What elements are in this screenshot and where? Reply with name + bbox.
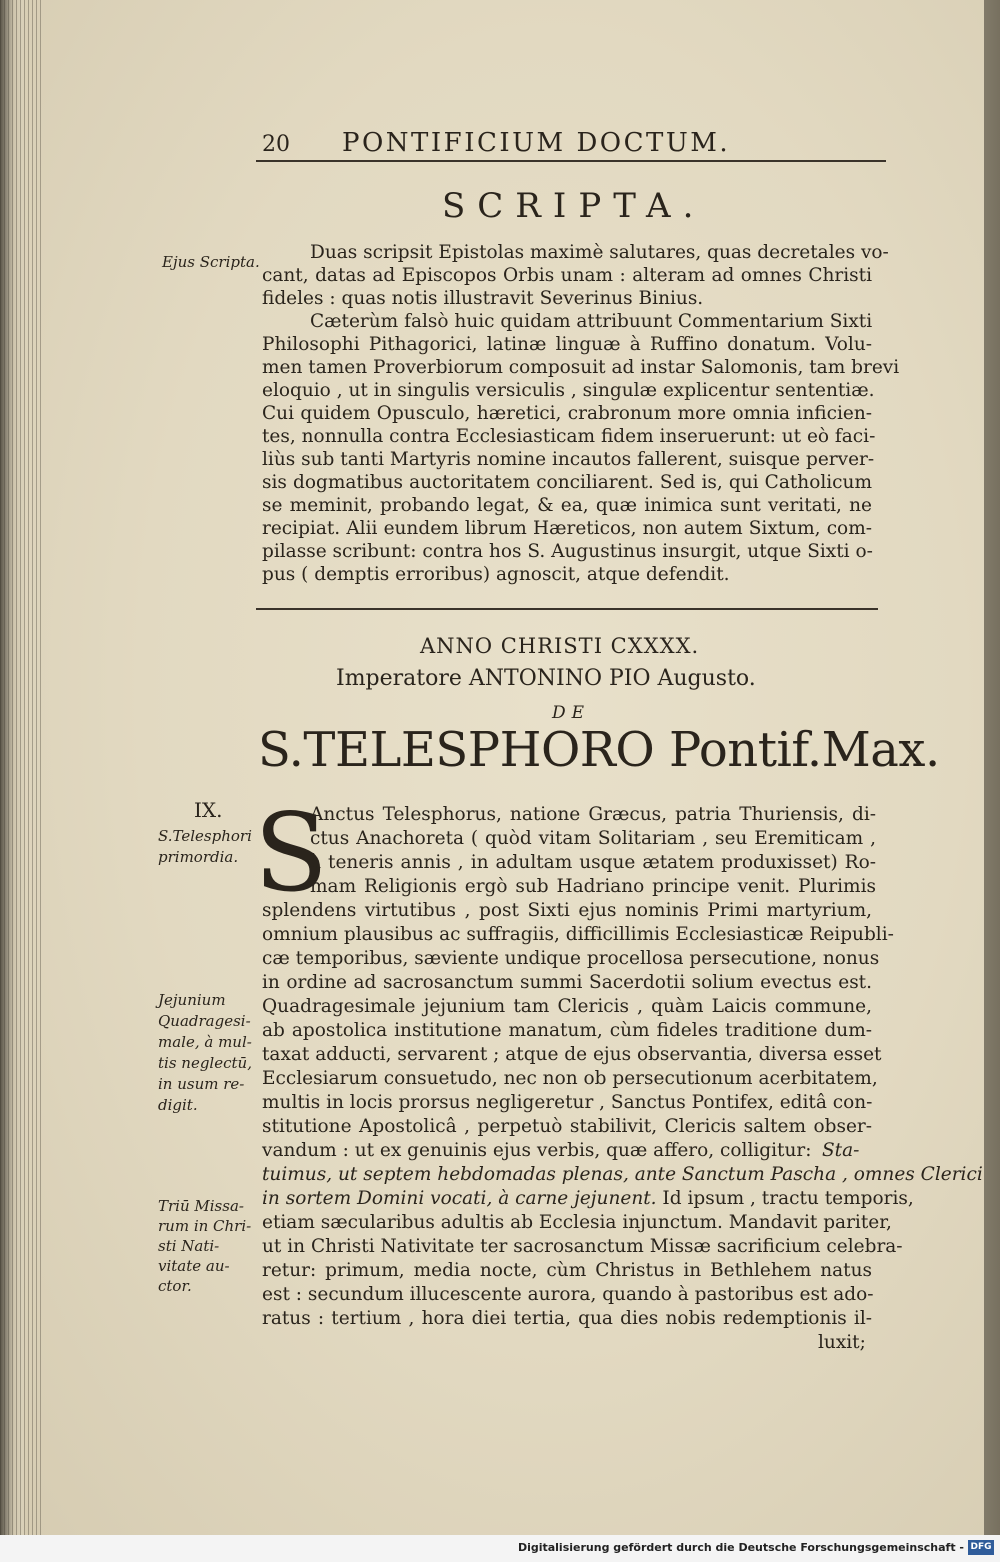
text-line: retur: primum, media nocte, cùm Christus in Bethlehem natus: [262, 1260, 872, 1281]
text-line: à teneris annis , in adultam usque ætatem produxisset) Ro-: [310, 852, 876, 873]
running-title: PONTIFICIUM DOCTUM.: [342, 128, 731, 158]
text-line: men tamen Proverbiorum composuit ad instar Salomonis, tam brevi: [262, 357, 900, 378]
anno-christi-heading: ANNO CHRISTI CXXXX.: [420, 634, 700, 658]
margin-line: vitate au-: [158, 1257, 230, 1275]
margin-line: sti Nati-: [158, 1237, 220, 1255]
text-line: Duas scripsit Epistolas maximè salutares, quas decretales vo-: [310, 242, 889, 263]
margin-line: male, à mul-: [158, 1033, 252, 1051]
text-line: Quadragesimale jejunium tam Clericis , quàm Laicis commune,: [262, 996, 872, 1017]
margin-line: Triū Missa-: [158, 1197, 244, 1215]
text-line: cant, datas ad Episcopos Orbis unam : alteram ad omnes Christi: [262, 265, 872, 286]
margin-line: S.Telesphori: [158, 827, 252, 845]
text-line: omnium plausibus ac suffragiis, difficillimis Ecclesiasticæ Reipubli-: [262, 924, 894, 945]
margin-note-ejus-scripta: Ejus Scripta.: [162, 253, 260, 271]
text-line: taxat adducti, servarent ; atque de ejus observantia, diversa esset: [262, 1044, 882, 1065]
margin-line: Jejunium: [158, 991, 226, 1009]
text-line: [262, 1188, 914, 1209]
text-line: recipiat. Alii eundem librum Hæreticos, non autem Sixtum, com-: [262, 518, 872, 539]
section-title: SCRIPTA.: [442, 186, 706, 226]
margin-note-telesphori: [158, 826, 252, 868]
quote-end: in sortem Domini vocati, à carne jejunent.: [262, 1188, 657, 1209]
text-line: multis in locis prorsus negligeretur , Sanctus Pontifex, editâ con-: [262, 1092, 873, 1113]
section-divider-rule: [256, 608, 878, 610]
text-line: cæ temporibus, sæviente undique procellosa persecutione, nonus: [262, 948, 880, 969]
header-rule: [256, 160, 886, 162]
text-line: mam Religionis ergò sub Hadriano principe venit. Plurimis: [310, 876, 876, 897]
margin-note-missarum: [158, 1196, 251, 1296]
quote-line: tuimus, ut septem hebdomadas plenas, ante Sanctum Pascha , omnes Clerici: [262, 1164, 983, 1185]
dfg-logo: DFG: [968, 1540, 994, 1555]
text-line: pus ( demptis erroribus) agnoscit, atque defendit.: [262, 564, 730, 585]
margin-line: primordia.: [158, 848, 239, 866]
text-line: stitutione Apostolicâ , perpetuò stabilivit, Clericis saltem obser-: [262, 1116, 872, 1137]
text-line: Ecclesiarum consuetudo, nec non ob persecutionum acerbitatem,: [262, 1068, 878, 1089]
drop-cap-letter: S: [254, 791, 328, 916]
text-line: pilasse scribunt: contra hos S. Augustinus insurgit, utque Sixti o-: [262, 541, 873, 562]
de-heading: DE: [552, 703, 591, 723]
margin-line: digit.: [158, 1096, 198, 1114]
margin-chapter-number: IX.: [194, 798, 223, 822]
quote-start: Sta-: [822, 1140, 860, 1161]
text-line: ratus : tertium , hora diei tertia, qua dies nobis redemptionis il-: [262, 1308, 872, 1329]
main-title: S.TELESPHORO Pontif.Max.: [258, 722, 940, 778]
margin-line: ctor.: [158, 1277, 192, 1295]
text-line: fideles : quas notis illustravit Severinus Binius.: [262, 288, 704, 309]
text-line: vandum : ut ex genuinis ejus verbis, quæ affero, colligitur:: [262, 1140, 812, 1161]
margin-line: tis neglectū,: [158, 1054, 252, 1072]
imperator-heading: Imperatore ANTONINO PIO Augusto.: [336, 666, 756, 691]
catchword: luxit;: [818, 1332, 866, 1353]
text-line: Cæterùm falsò huic quidam attribuunt Commentarium Sixti: [310, 311, 873, 332]
text-line: in ordine ad sacrosanctum summi Sacerdotii solium evectus est.: [262, 972, 872, 993]
text-line: etiam sæcularibus adultis ab Ecclesia injunctum. Mandavit pariter,: [262, 1212, 892, 1233]
text-line: ctus Anachoreta ( quòd vitam Solitariam , seu Eremiticam ,: [310, 828, 876, 849]
text-continuation: Id ipsum , tractu temporis,: [656, 1188, 914, 1209]
margin-note-jejunium: [158, 990, 252, 1116]
text-line: liùs sub tanti Martyris nomine incautos fallerent, suisque perver-: [262, 449, 875, 470]
book-spine-edge: [0, 0, 42, 1562]
text-line: ut in Christi Nativitate ter sacrosanctum Missæ sacrificium celebra-: [262, 1236, 903, 1257]
text-line: sis dogmatibus auctoritatem conciliarent. Sed is, qui Catholicum: [262, 472, 872, 493]
margin-line: in usum re-: [158, 1075, 245, 1093]
text-line: tes, nonnulla contra Ecclesiasticam fidem inseruerunt: ut eò faci-: [262, 426, 876, 447]
text-line: Philosophi Pithagorici, latinæ linguæ à Ruffino donatum. Volu-: [262, 334, 872, 355]
margin-line: rum in Chri-: [158, 1217, 252, 1235]
text-line: Cui quidem Opusculo, hæretici, crabronum more omnia inficien-: [262, 403, 872, 424]
digitization-credit: Digitalisierung gefördert durch die Deutsche Forschungsgemeinschaft -: [517, 1541, 964, 1554]
text-line: est : secundum illucescente aurora, quando à pastoribus est ado-: [262, 1284, 874, 1305]
text-line: ab apostolica institutione manatum, cùm fideles traditione dum-: [262, 1020, 872, 1041]
text-line: splendens virtutibus , post Sixti ejus nominis Primi martyrium,: [262, 900, 872, 921]
text-line: Anctus Telesphorus, natione Græcus, patria Thuriensis, di-: [310, 804, 876, 825]
page-number: 20: [262, 132, 290, 157]
text-line: se meminit, probando legat, & ea, quæ inimica sunt veritati, ne: [262, 495, 872, 516]
margin-line: Quadragesi-: [158, 1012, 251, 1030]
text-line: eloquio , ut in singulis versiculis , singulæ explicentur sententiæ.: [262, 380, 875, 401]
